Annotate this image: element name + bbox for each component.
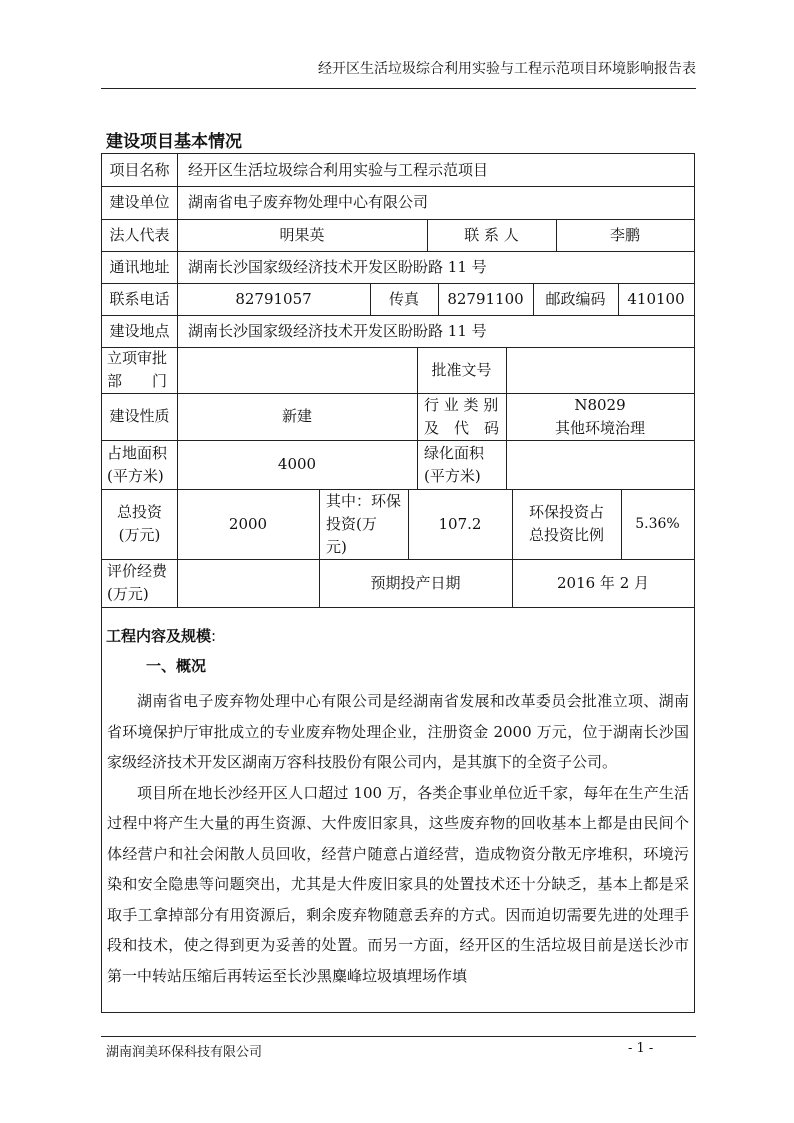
- ratio-label-line2: 总投资比例: [528, 526, 604, 544]
- industry-value: [506, 393, 694, 440]
- invest-label: [102, 489, 177, 559]
- scope-title-text: 工程内容及规模: [106, 627, 212, 645]
- row-divider: [102, 607, 694, 608]
- header-rule: [101, 88, 696, 89]
- approval-dept-label-line2: 部 门: [107, 372, 168, 390]
- builder-label: 建设单位: [109, 193, 170, 211]
- phone-value: 82791057: [235, 289, 312, 308]
- ratio-value: 5.36%: [635, 515, 680, 532]
- approval-dept-label-line1: 立项审批: [107, 349, 168, 367]
- overview-body: [107, 686, 689, 991]
- postcode-value: 410100: [627, 289, 685, 308]
- area-label-line2: (平方米): [107, 466, 164, 485]
- green-label: [424, 440, 506, 489]
- page-number: - 1 -: [628, 1041, 654, 1056]
- overview-paragraph: 项目所在地长沙经开区人口超过 100 万，各类企事业单位近千家，每年在生产生活过程中将产生大量的再生资源、大件废旧家具，这些废弃物的回收基本上都是由民间个体经营户和社会闲散人员回收，经营户随意占道经营，造成物资分散无序堆积，环境污染和安全隐患等问题突出，尤其是大件废旧家具的处置技术还十分缺乏，基本上都是采取手工拿掉部分有用资源后，剩余废弃物随意丢弃的方式。因而迫切需要先进的处理手段和技术，使之得到更为妥善的处置。而另一方面，经开区的生活垃圾目前是送长沙市第一中转站压缩后再转运至长沙黑麋峰垃圾填埋场作填: [107, 783, 689, 985]
- eval-fee-value: [177, 559, 319, 607]
- approval-no-value: [506, 347, 694, 393]
- eval-fee-label-line2: (万元): [107, 585, 149, 603]
- approval-no-label: 批准文号: [431, 360, 492, 379]
- footer-company: 湖南润美环保科技有限公司: [106, 1045, 263, 1060]
- fax-value: 82791100: [447, 289, 524, 308]
- production-date-value: 2016 年 2 月: [556, 573, 650, 592]
- scope-title-colon: :: [211, 627, 217, 645]
- ratio-label: [512, 489, 621, 559]
- address-label: 通讯地址: [109, 257, 170, 276]
- area-label-line1: 占地面积: [107, 443, 168, 462]
- green-label-line1: 绿化面积: [424, 443, 485, 462]
- env-invest-label: [326, 489, 408, 559]
- nature-value: 新建: [281, 407, 312, 425]
- address-value: 湖南长沙国家级经济技术开发区盼盼路 11 号: [188, 257, 487, 276]
- green-label-line2: (平方米): [424, 466, 481, 485]
- scope-title: [106, 625, 216, 646]
- industry-label-line2: 及 代 码: [424, 418, 500, 437]
- approval-dept-label: [107, 347, 177, 393]
- footer-rule: [101, 1036, 696, 1037]
- eval-fee-label-line1: 评价经费: [107, 562, 168, 580]
- nature-label: 建设性质: [109, 407, 170, 425]
- legal-rep-value: 明果英: [279, 225, 325, 244]
- project-name-label: 项目名称: [109, 160, 170, 179]
- overview-paragraph: 湖南省电子废弃物处理中心有限公司是经湖南省发展和改革委员会批准立项、湖南省环境保护厅审批成立的专业废弃物处理企业，注册资金 2000 万元，位于湖南长沙国家级经济技术开发区湖南万容科技股份有限公司内，是其旗下的全资子公司。: [107, 692, 689, 771]
- invest-value: 2000: [228, 514, 268, 533]
- section-title: 建设项目基本情况: [106, 132, 242, 152]
- env-invest-label-line1: 其中：环保: [326, 491, 402, 510]
- approval-dept-value: [177, 347, 417, 393]
- contact-value: 李鹏: [609, 225, 640, 244]
- fax-label: 传真: [388, 289, 419, 308]
- area-label: [107, 440, 177, 489]
- legal-rep-label: 法人代表: [109, 225, 170, 244]
- industry-label: [424, 393, 506, 440]
- site-value: 湖南长沙国家级经济技术开发区盼盼路 11 号: [188, 321, 487, 340]
- eval-fee-label: [107, 559, 177, 607]
- overview-subtitle: 一、概况: [146, 657, 207, 675]
- production-date-label: 预期投产日期: [370, 573, 461, 592]
- green-value: [506, 440, 694, 489]
- industry-code: N8029: [574, 395, 626, 414]
- env-invest-label-line3: 元): [326, 537, 347, 556]
- site-label: 建设地点: [109, 321, 170, 340]
- phone-label: 联系电话: [109, 289, 170, 308]
- industry-label-line1: 行 业 类 别: [424, 395, 499, 414]
- postcode-label: 邮政编码: [545, 289, 606, 308]
- ratio-label-line1: 环保投资占: [528, 503, 604, 521]
- env-invest-value: 107.2: [438, 514, 482, 533]
- invest-label-line2: (万元): [118, 526, 161, 544]
- industry-name: 其他环境治理: [554, 418, 645, 437]
- project-name-value: 经开区生活垃圾综合利用实验与工程示范项目: [188, 160, 489, 179]
- contact-label: 联 系 人: [464, 225, 519, 244]
- area-value: 4000: [277, 455, 317, 473]
- page-header-title: 经开区生活垃圾综合利用实验与工程示范项目环境影响报告表: [318, 61, 696, 77]
- env-invest-label-line2: 投资(万: [326, 514, 377, 533]
- invest-label-line1: 总投资: [116, 503, 162, 521]
- builder-value: 湖南省电子废弃物处理中心有限公司: [188, 193, 429, 211]
